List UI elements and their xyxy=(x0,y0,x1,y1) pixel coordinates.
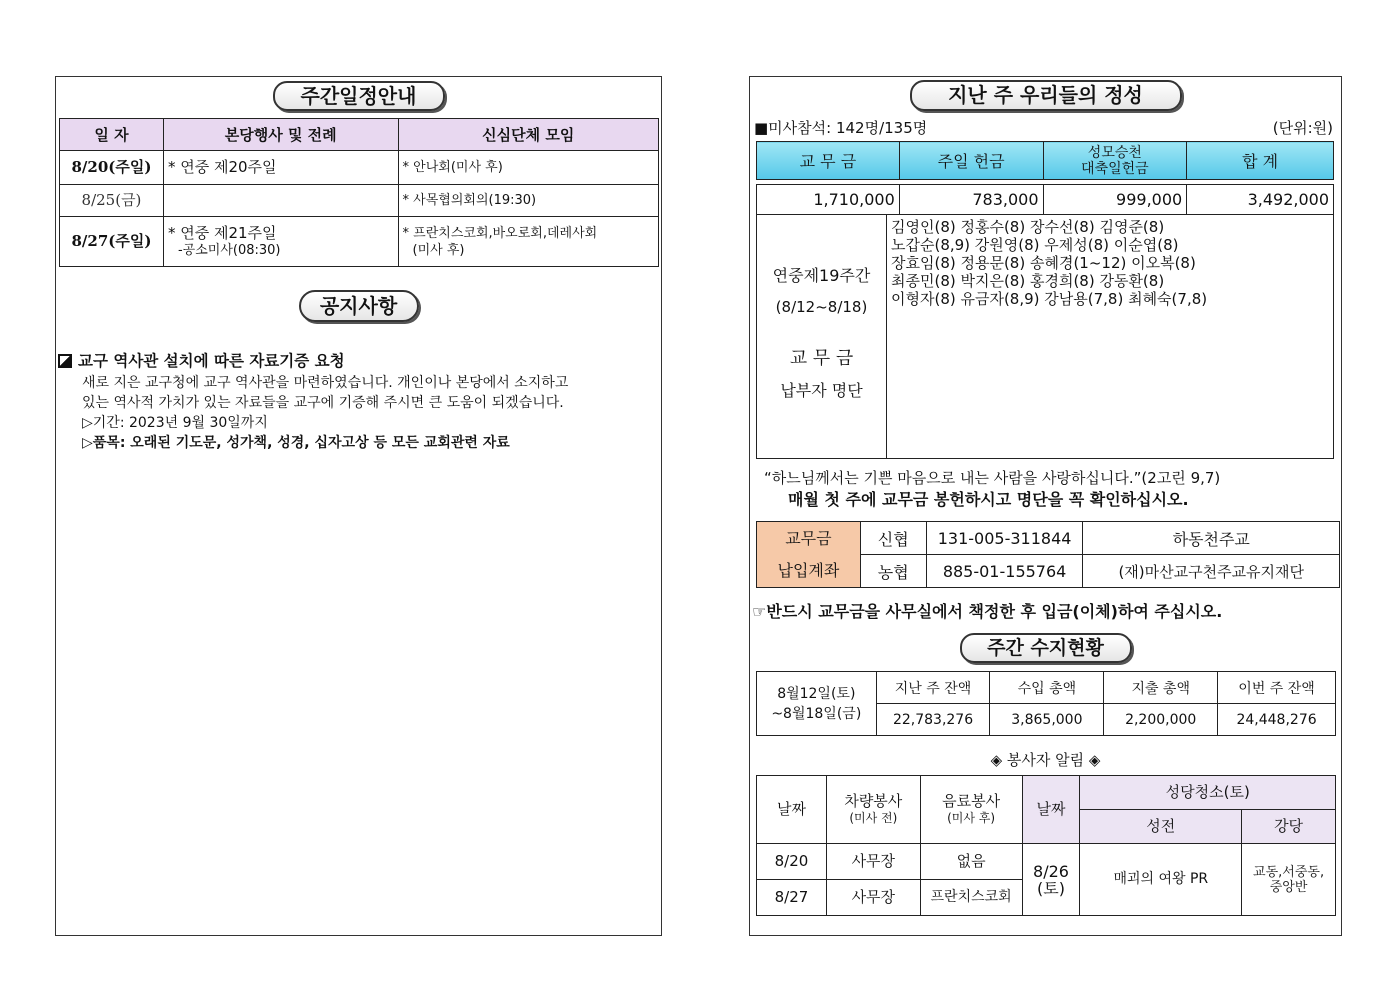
finance-period-line: ~8월18일(금) xyxy=(771,705,862,722)
volunteer-car: 사무장 xyxy=(826,880,920,916)
volunteer-drink-header-label: 음료봉사 xyxy=(942,791,1001,810)
schedule-header-date: 일 자 xyxy=(60,119,164,151)
donor-line: 이형자(8) 유금자(8,9) 강남용(7,8) 최혜숙(7,8) xyxy=(891,290,1208,308)
donor-line: 장효임(8) 정용문(8) 송혜경(1~12) 이오복(8) xyxy=(891,254,1196,272)
schedule-table xyxy=(59,118,659,267)
volunteer-date2-header: 날짜 xyxy=(1022,776,1080,844)
account-label xyxy=(757,522,861,588)
finance-period xyxy=(757,672,877,736)
offering-header: 합 계 xyxy=(1187,142,1334,180)
notice-title: 공지사항 xyxy=(299,290,419,322)
schedule-row xyxy=(60,151,659,185)
schedule-header-row xyxy=(60,119,659,151)
volunteer-drink-header xyxy=(920,776,1022,844)
cleaning-date-line: (토) xyxy=(1037,878,1065,898)
volunteer-car-header xyxy=(826,776,920,844)
notice-line: 새로 지은 교구청에 교구 역사관을 마련하였습니다. 개인이나 본당에서 소지하고 xyxy=(82,375,569,391)
account-holder: (재)마산교구천주교유지재단 xyxy=(1083,555,1340,588)
finance-header: 지출 총액 xyxy=(1104,672,1218,704)
account-label-line: 교무금 xyxy=(785,528,832,548)
volunteer-drink-sub: (미사 후) xyxy=(947,810,996,825)
volunteer-cleaning-header: 성당청소(토) xyxy=(1080,776,1336,810)
schedule-group-line: * 안나회(미사 후) xyxy=(402,160,503,175)
account-label-line: 납입계좌 xyxy=(777,560,840,580)
notice-body xyxy=(82,373,662,453)
unit-text: (단위:원) xyxy=(1272,119,1333,137)
offering-header-row xyxy=(757,142,1334,180)
checkbox-square-icon xyxy=(58,354,72,368)
finance-period-line: 8월12일(토) xyxy=(777,685,856,702)
volunteer-sanctuary-header: 성전 xyxy=(1080,810,1242,844)
reminder-text: 매월 첫 주에 교무금 봉헌하시고 명단을 꼭 확인하십시오. xyxy=(788,490,1189,509)
volunteer-drink: 없음 xyxy=(920,844,1022,880)
finance-title: 주간 수지현황 xyxy=(960,633,1132,663)
offering-value: 3,492,000 xyxy=(1187,185,1334,215)
schedule-date: 8/20(주일) xyxy=(60,151,164,185)
volunteer-title: ◈ 봉사자 알림 ◈ xyxy=(990,751,1101,769)
volunteer-row xyxy=(757,844,1336,880)
volunteer-car: 사무장 xyxy=(826,844,920,880)
notice-period: ▷기간: 2023년 9월 30일까지 xyxy=(82,415,268,431)
finance-header: 지난 주 잔액 xyxy=(876,672,990,704)
account-row xyxy=(757,522,1340,555)
finance-value: 2,200,000 xyxy=(1104,704,1218,736)
finance-value: 22,783,276 xyxy=(876,704,990,736)
schedule-row xyxy=(60,217,659,267)
volunteer-car-sub: (미사 전) xyxy=(849,810,898,825)
schedule-group-line: (미사 후) xyxy=(412,242,465,258)
offering-value: 783,000 xyxy=(899,185,1043,215)
deposit-notice: ☞반드시 교무금을 사무실에서 책정한 후 입금(이체)하여 주십시오. xyxy=(752,602,1223,621)
schedule-header-liturgy: 본당행사 및 전례 xyxy=(163,119,398,151)
donor-line: 노갑순(8,9) 강원영(8) 우제성(8) 이순엽(8) xyxy=(891,236,1179,254)
offering-value-row xyxy=(757,185,1334,215)
offering-header xyxy=(1043,142,1187,180)
donor-label-line2: 납부자 명단 xyxy=(780,381,863,400)
cleaning-date-line: 8/26 xyxy=(1033,861,1069,881)
account-number: 131-005-311844 xyxy=(926,522,1083,555)
volunteer-date: 8/20 xyxy=(757,844,827,880)
attendance-text: ■미사참석: 142명/135명 xyxy=(754,119,928,137)
schedule-group-line: * 사목협의회의(19:30) xyxy=(402,193,537,208)
account-holder: 하동천주교 xyxy=(1083,522,1340,555)
donor-label-line1: 교 무 금 xyxy=(789,348,854,369)
notice-heading xyxy=(58,349,345,371)
offering-table xyxy=(756,141,1334,215)
schedule-liturgy-line: -공소미사(08:30) xyxy=(177,242,281,258)
cleaning-hall xyxy=(1242,844,1336,916)
finance-header: 수입 총액 xyxy=(990,672,1104,704)
donor-label xyxy=(757,215,887,458)
schedule-header-groups: 신심단체 모임 xyxy=(398,119,658,151)
account-bank: 신협 xyxy=(860,522,926,555)
account-table xyxy=(756,521,1340,588)
offering-value: 1,710,000 xyxy=(757,185,900,215)
finance-header: 이번 주 잔액 xyxy=(1218,672,1336,704)
donor-range: (8/12~8/18) xyxy=(775,298,868,316)
offering-title: 지난 주 우리들의 정성 xyxy=(910,80,1182,111)
schedule-group-line: * 프란치스코회,바오로회,데레사회 xyxy=(402,225,598,241)
volunteer-table xyxy=(756,775,1336,916)
schedule-liturgy xyxy=(163,217,398,267)
finance-value: 24,448,276 xyxy=(1218,704,1336,736)
volunteer-date: 8/27 xyxy=(757,880,827,916)
offering-header: 주일 헌금 xyxy=(899,142,1043,180)
schedule-row xyxy=(60,185,659,217)
donor-week: 연중제19주간 xyxy=(772,266,871,285)
finance-table xyxy=(756,671,1336,736)
offering-header-line: 성모승천 xyxy=(1087,144,1142,161)
volunteer-drink: 프란치스코회 xyxy=(920,880,1022,916)
cleaning-hall-line: 중앙반 xyxy=(1269,879,1308,895)
offering-value: 999,000 xyxy=(1043,185,1187,215)
volunteer-header-row xyxy=(757,776,1336,810)
notice-items: ▷품목: 오래된 기도문, 성가책, 성경, 십자고상 등 모든 교회관련 자료 xyxy=(82,435,510,451)
schedule-group xyxy=(398,217,658,267)
cleaning-sanctuary: 매괴의 여왕 PR xyxy=(1080,844,1242,916)
offering-header-line: 대축일헌금 xyxy=(1081,160,1149,177)
schedule-date: 8/25(금) xyxy=(60,185,164,217)
finance-header-row xyxy=(757,672,1336,704)
schedule-title: 주간일정안내 xyxy=(273,81,445,111)
finance-value: 3,865,000 xyxy=(990,704,1104,736)
schedule-liturgy-line: * 연중 제21주일 xyxy=(167,223,277,242)
quote-text: “하느님께서는 기쁜 마음으로 내는 사람을 사랑하십니다.”(2고린 9,7) xyxy=(764,469,1221,487)
schedule-group xyxy=(398,151,658,185)
donor-box xyxy=(756,214,1334,459)
schedule-liturgy-line: * 연중 제20주일 xyxy=(167,158,277,176)
account-number: 885-01-155764 xyxy=(926,555,1083,588)
left-panel xyxy=(55,76,662,936)
notice-line: 있는 역사적 가치가 있는 자료들을 교구에 기증해 주시면 큰 도움이 되겠습니다. xyxy=(82,395,564,411)
volunteer-hall-header: 강당 xyxy=(1242,810,1336,844)
notice-heading-text: 교구 역사관 설치에 따른 자료기증 요청 xyxy=(78,352,345,370)
schedule-group xyxy=(398,185,658,217)
schedule-liturgy xyxy=(163,185,398,217)
donor-names xyxy=(891,218,1207,308)
cleaning-date xyxy=(1022,844,1080,916)
right-panel xyxy=(749,76,1342,936)
volunteer-date-header: 날짜 xyxy=(757,776,827,844)
donor-line: 최종민(8) 박지은(8) 홍경희(8) 강동환(8) xyxy=(891,272,1165,290)
schedule-date: 8/27(주일) xyxy=(60,217,164,267)
schedule-liturgy xyxy=(163,151,398,185)
cleaning-hall-line: 교동,서중동, xyxy=(1253,864,1325,880)
account-bank: 농협 xyxy=(860,555,926,588)
donor-line: 김영인(8) 정홍수(8) 장수선(8) 김영준(8) xyxy=(891,218,1165,236)
offering-header: 교 무 금 xyxy=(757,142,900,180)
volunteer-car-header-label: 차량봉사 xyxy=(844,791,903,810)
